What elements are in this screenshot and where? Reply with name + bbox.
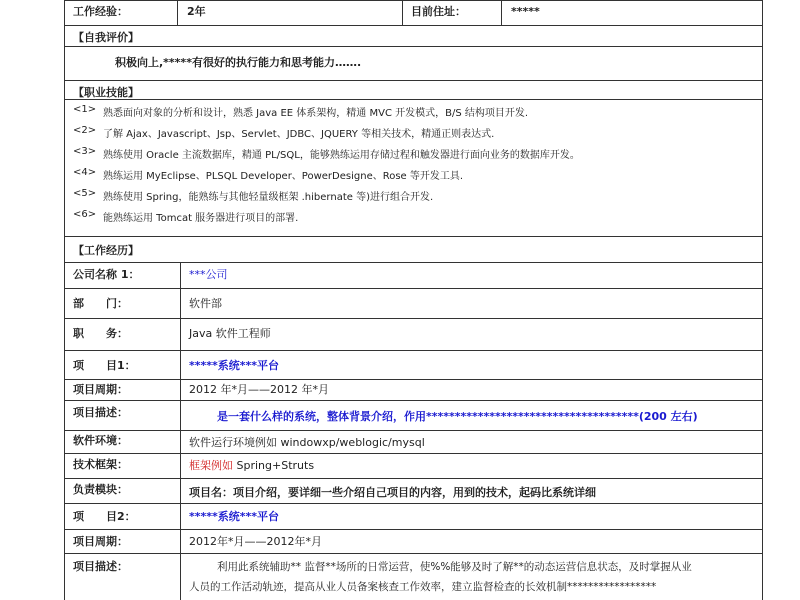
project2-value: *****系统***平台 <box>189 510 280 523</box>
responsibility-value: 项目名：项目介绍，要详细一些介绍自己项目的内容，用到的技术，起码比系统详细 <box>189 486 596 499</box>
project2-label: 项 目2： <box>73 510 136 523</box>
address-value: ***** <box>511 5 540 18</box>
self-evaluation-text: 积极向上,*****有很好的执行能力和思考能力……. <box>115 56 362 69</box>
period1-value: 2012 年*月——2012 年*月 <box>189 383 329 396</box>
skill-item: 熟练使用 Oracle 主流数据库，精通 PL/SQL，能够熟练运用存储过程和触发器进行面向业务的数据库开发。 <box>103 150 580 161</box>
table-border <box>65 288 762 289</box>
skill-item: 熟练运用 MyEclipse、PLSQL Developer、PowerDesigne、Rose 等开发工具. <box>103 171 464 182</box>
description2-line1: 利用此系统辅助** 监督**场所的日常运营，使%%能够及时了解**的动态运营信息状态，及时掌握从业 <box>217 561 692 573</box>
address-label: 目前住址： <box>411 5 466 18</box>
period2-label: 项目周期： <box>73 535 128 548</box>
description2-line2: 人员的工作活动轨迹，提高从业人员备案核查工作效率，建立监督检查的长效机制***************** <box>189 581 657 593</box>
table-border <box>65 350 762 351</box>
column-divider <box>177 0 178 25</box>
company-value: ***公司 <box>189 268 228 281</box>
skill-number: <5> <box>73 188 97 199</box>
table-border <box>65 400 762 401</box>
framework-prefix: 框架例如 <box>189 459 233 472</box>
department-value: 软件部 <box>189 297 222 310</box>
table-border <box>65 453 762 454</box>
company-label: 公司名称 1： <box>73 268 140 281</box>
column-divider <box>402 0 403 25</box>
table-border <box>65 236 762 237</box>
table-border <box>65 99 762 100</box>
description2-label: 项目描述： <box>73 560 128 573</box>
work-experience-label: 工作经验： <box>73 5 128 18</box>
framework-value <box>189 459 314 473</box>
column-divider <box>501 0 502 25</box>
skill-item: 熟悉面向对象的分析和设计，熟悉 Java EE 体系架构，精通 MVC 开发模式，B/S 结构项目开发. <box>103 108 529 119</box>
work-history-title: 【工作经历】 <box>73 244 139 257</box>
framework-text: Spring+Struts <box>236 459 315 472</box>
project1-value: *****系统***平台 <box>189 359 280 372</box>
skill-number: <2> <box>73 125 97 136</box>
skill-number: <1> <box>73 104 97 115</box>
framework-label: 技术框架： <box>73 458 128 471</box>
period2-value: 2012年*月——2012年*月 <box>189 535 322 548</box>
table-border <box>65 529 762 530</box>
skill-number: <4> <box>73 167 97 178</box>
skill-item: 了解 Ajax、Javascript、Jsp、Servlet、JDBC、JQUERY 等相关技术，精通正则表达式. <box>103 129 495 140</box>
responsibility-label: 负责模块： <box>73 483 128 496</box>
self-evaluation-title: 【自我评价】 <box>73 31 139 44</box>
table-border <box>65 262 762 263</box>
table-border <box>65 25 762 26</box>
table-border <box>65 46 762 47</box>
table-border <box>65 80 762 81</box>
position-value: Java 软件工程师 <box>189 327 271 340</box>
table-border <box>65 318 762 319</box>
table-border <box>65 379 762 380</box>
department-label: 部 门： <box>73 297 128 310</box>
resume-document <box>64 0 763 600</box>
work-experience-value: 2年 <box>187 5 206 18</box>
environment-value: 软件运行环境例如 windowxp/weblogic/mysql <box>189 436 425 449</box>
table-border <box>65 478 762 479</box>
skills-title: 【职业技能】 <box>73 86 139 99</box>
table-border <box>65 0 762 1</box>
skill-item: 熟练使用 Spring，能熟练与其他轻量级框架 .hibernate 等)进行组合开发. <box>103 192 434 203</box>
table-border <box>65 430 762 431</box>
environment-label: 软件环境： <box>73 434 128 447</box>
skill-number: <3> <box>73 146 97 157</box>
table-border <box>65 553 762 554</box>
position-label: 职 务： <box>73 327 128 340</box>
description1-value: 是一套什么样的系统，整体背景介绍，作用*************************************(200 左右) <box>217 410 698 423</box>
period1-label: 项目周期： <box>73 383 128 396</box>
table-border <box>65 503 762 504</box>
column-divider <box>180 262 181 600</box>
project1-label: 项 目1： <box>73 359 136 372</box>
skill-number: <6> <box>73 209 97 220</box>
description1-label: 项目描述： <box>73 406 128 419</box>
skill-item: 能熟练运用 Tomcat 服务器进行项目的部署. <box>103 213 299 224</box>
